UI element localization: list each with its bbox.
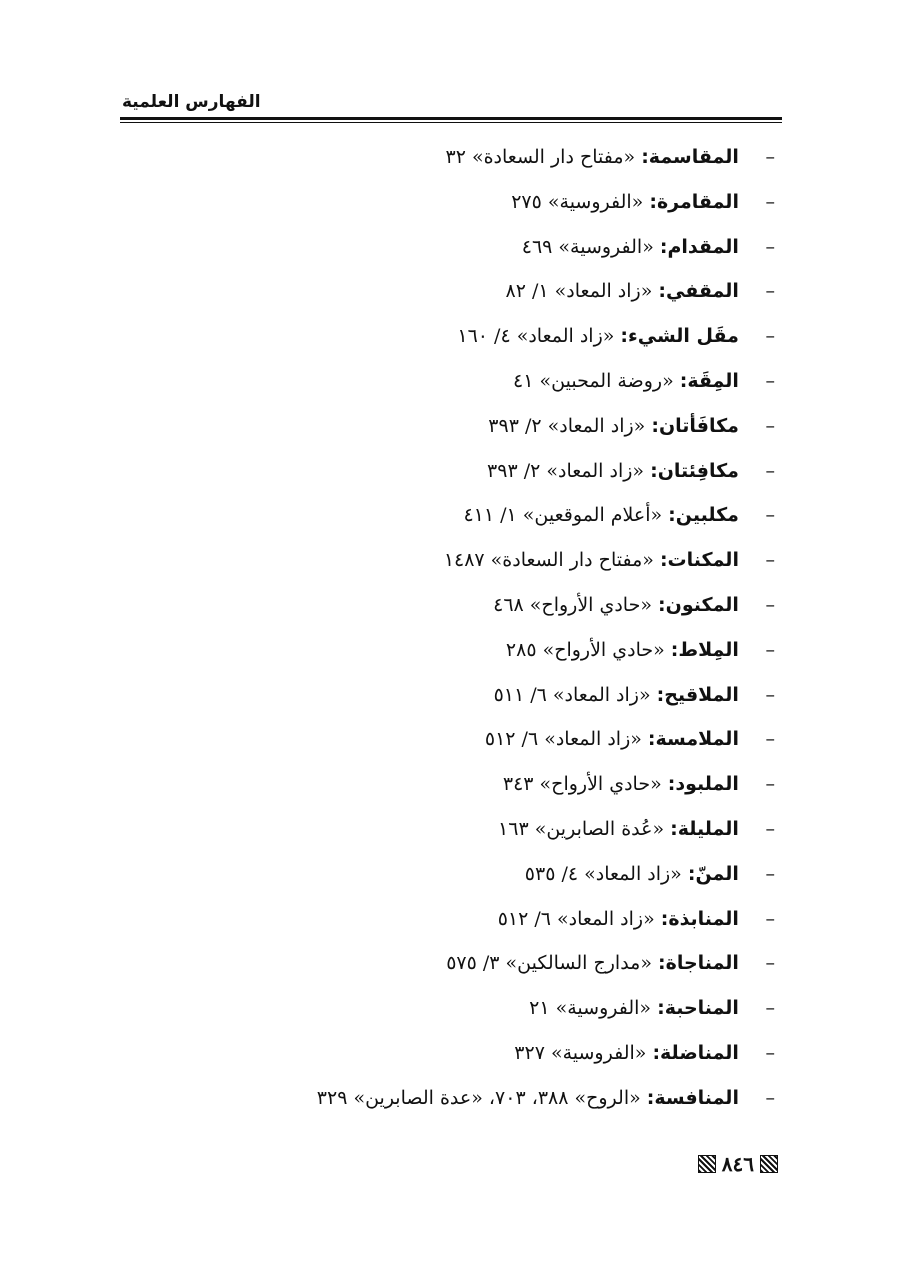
index-entry: – المناحبة: «الفروسية» ٢١ bbox=[529, 997, 775, 1020]
index-entry: – المنّ: «زاد المعاد» ٤/ ٥٣٥ bbox=[524, 862, 775, 885]
entry-reference: «زاد المعاد» ٦/ ٥١٢ bbox=[484, 728, 642, 751]
entry-reference: «حادي الأرواح» ٢٨٥ bbox=[505, 638, 665, 661]
entry-term: الملاقيح: bbox=[656, 683, 739, 706]
entry-term: المقامرة: bbox=[649, 190, 739, 213]
entry-term: المنافسة: bbox=[646, 1086, 739, 1109]
entry-term: المكنات: bbox=[659, 549, 739, 572]
entry-reference: «أعلام الموقعين» ١/ ٤١١ bbox=[463, 504, 663, 527]
entry-reference: «الفروسية» ٤٦٩ bbox=[521, 235, 654, 258]
entry-term: المناجاة: bbox=[658, 952, 739, 975]
entry-reference: «مدارج السالكين» ٣/ ٥٧٥ bbox=[446, 952, 652, 975]
entry-term: مكلبين: bbox=[668, 504, 739, 527]
index-entry: – المقامرة: «الفروسية» ٢٧٥ bbox=[511, 190, 775, 213]
entry-reference: «عُدة الصابرين» ١٦٣ bbox=[498, 817, 665, 840]
page-footer bbox=[698, 1152, 778, 1176]
index-entry: – المكنون: «حادي الأرواح» ٤٦٨ bbox=[493, 593, 775, 616]
entry-reference: «زاد المعاد» ٦/ ٥١١ bbox=[493, 683, 651, 706]
entry-term: المكنون: bbox=[658, 593, 739, 616]
index-entry: – المِلاط: «حادي الأرواح» ٢٨٥ bbox=[505, 638, 775, 661]
index-entry: – المقفي: «زاد المعاد» ١/ ٨٢ bbox=[505, 280, 775, 303]
index-entry: – الملاقيح: «زاد المعاد» ٦/ ٥١١ bbox=[493, 683, 775, 706]
entry-term: مكافِئتان: bbox=[650, 459, 739, 482]
entry-term: المناحبة: bbox=[657, 997, 739, 1020]
entry-reference: «زاد المعاد» ٢/ ٣٩٣ bbox=[488, 414, 646, 437]
index-entry: – المقدام: «الفروسية» ٤٦٩ bbox=[521, 235, 775, 258]
entry-term: المناضلة: bbox=[652, 1041, 739, 1064]
index-entries bbox=[155, 135, 775, 1121]
index-entry: – المنابذة: «زاد المعاد» ٦/ ٥١٢ bbox=[497, 907, 775, 930]
entry-term: المليلة: bbox=[670, 817, 739, 840]
entry-reference: «الروح» ٣٨٨، ٧٠٣، «عدة الصابرين» ٣٢٩ bbox=[316, 1086, 641, 1109]
page-number: ٨٤٦ bbox=[721, 1152, 754, 1176]
index-entry: – مكافِئتان: «زاد المعاد» ٢/ ٣٩٣ bbox=[487, 459, 775, 482]
ornament-square-icon bbox=[760, 1155, 778, 1173]
header-rule-thick bbox=[120, 117, 782, 120]
entry-reference: «الفروسية» ٢٧٥ bbox=[511, 190, 644, 213]
index-entry: – مقَل الشيء: «زاد المعاد» ٤/ ١٦٠ bbox=[457, 325, 775, 348]
entry-term: المِقَة: bbox=[679, 369, 739, 392]
index-entry: – المقاسمة: «مفتاح دار السعادة» ٣٢ bbox=[445, 146, 775, 168]
entry-term: المِلاط: bbox=[670, 638, 739, 661]
index-entry: – المناضلة: «الفروسية» ٣٢٧ bbox=[514, 1041, 775, 1064]
index-entry: – المِقَة: «روضة المحبين» ٤١ bbox=[513, 369, 775, 392]
entry-term: المقاسمة: bbox=[641, 146, 739, 168]
entry-reference: «حادي الأرواح» ٣٤٣ bbox=[502, 773, 662, 796]
entry-term: المنّ: bbox=[687, 862, 739, 885]
index-entry: – الملامسة: «زاد المعاد» ٦/ ٥١٢ bbox=[484, 728, 775, 751]
entry-reference: «زاد المعاد» ٤/ ٥٣٥ bbox=[524, 862, 682, 885]
index-entry: – المكنات: «مفتاح دار السعادة» ١٤٨٧ bbox=[443, 549, 775, 572]
entry-term: الملامسة: bbox=[647, 728, 739, 751]
entry-reference: «الفروسية» ٢١ bbox=[529, 997, 652, 1020]
entry-term: مقَل الشيء: bbox=[620, 325, 739, 348]
header-rule-thin bbox=[120, 122, 782, 123]
entry-term: المقفي: bbox=[658, 280, 739, 303]
entry-reference: «زاد المعاد» ١/ ٨٢ bbox=[505, 280, 653, 303]
entry-term: المقدام: bbox=[659, 235, 739, 258]
index-entry: – المنافسة: «الروح» ٣٨٨، ٧٠٣، «عدة الصابرين» ٣٢٩ bbox=[316, 1086, 775, 1109]
entry-term: الملبود: bbox=[667, 773, 739, 796]
entry-reference: «الفروسية» ٣٢٧ bbox=[514, 1041, 647, 1064]
entry-reference: «حادي الأرواح» ٤٦٨ bbox=[493, 593, 652, 616]
ornament-square-icon bbox=[698, 1155, 716, 1173]
entry-term: مكافَأتان: bbox=[651, 414, 739, 437]
index-entry: – المناجاة: «مدارج السالكين» ٣/ ٥٧٥ bbox=[446, 952, 775, 975]
index-entry: – مكلبين: «أعلام الموقعين» ١/ ٤١١ bbox=[463, 504, 775, 527]
index-entry: – المليلة: «عُدة الصابرين» ١٦٣ bbox=[498, 817, 775, 840]
index-entry: – مكافَأتان: «زاد المعاد» ٢/ ٣٩٣ bbox=[488, 414, 775, 437]
entry-reference: «زاد المعاد» ٢/ ٣٩٣ bbox=[487, 459, 645, 482]
entry-term: المنابذة: bbox=[660, 907, 739, 930]
entry-reference: «روضة المحبين» ٤١ bbox=[513, 369, 674, 392]
index-entry: – الملبود: «حادي الأرواح» ٣٤٣ bbox=[502, 773, 775, 796]
entry-reference: «زاد المعاد» ٤/ ١٦٠ bbox=[457, 325, 615, 348]
running-header: الفهارس العلمية bbox=[122, 92, 261, 112]
entry-reference: «مفتاح دار السعادة» ٣٢ bbox=[445, 146, 636, 168]
entry-reference: «مفتاح دار السعادة» ١٤٨٧ bbox=[443, 549, 654, 572]
entry-reference: «زاد المعاد» ٦/ ٥١٢ bbox=[497, 907, 655, 930]
